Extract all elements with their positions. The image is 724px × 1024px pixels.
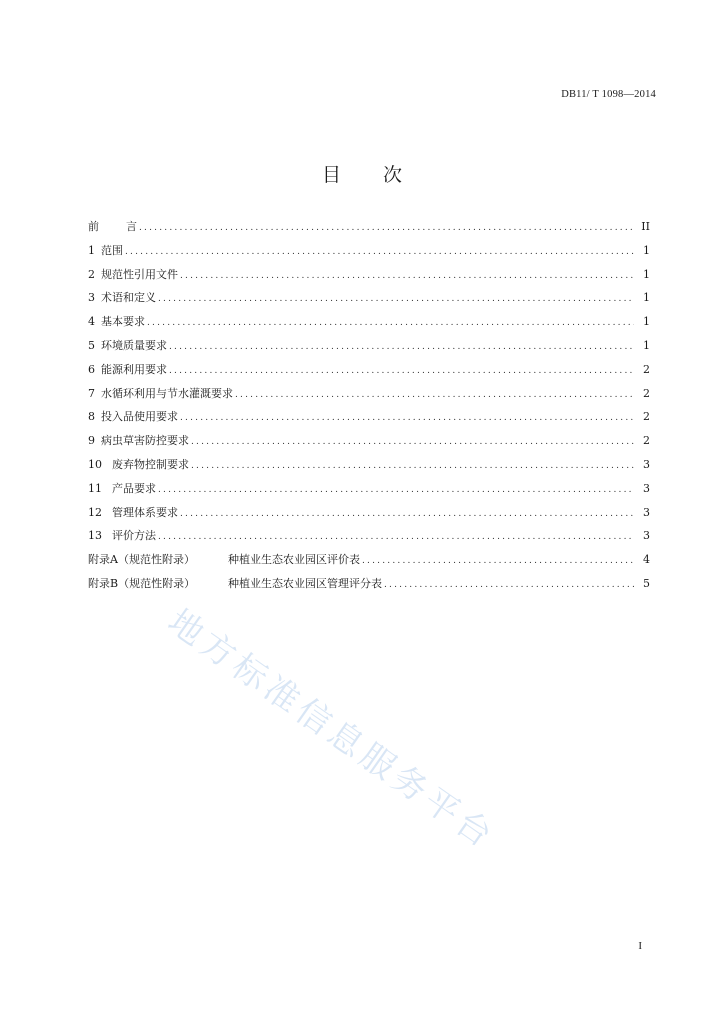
toc-leader-dots xyxy=(147,318,634,328)
toc-leader-dots xyxy=(139,223,634,233)
toc-page-number: 3 xyxy=(643,505,650,519)
toc-page-number: 2 xyxy=(643,362,650,376)
toc-entry[interactable] xyxy=(88,456,650,480)
table-of-contents xyxy=(88,218,650,599)
toc-entry[interactable] xyxy=(88,504,650,528)
toc-page-number: 1 xyxy=(643,267,650,281)
toc-entry[interactable] xyxy=(88,480,650,504)
toc-leader-dots xyxy=(235,390,634,400)
toc-leader-dots xyxy=(180,509,634,519)
toc-leader-dots xyxy=(180,413,634,423)
toc-section-label: 产品要求 xyxy=(112,481,156,495)
toc-leader-dots xyxy=(169,342,634,352)
toc-appendix-label: 种植业生态农业园区评价表 xyxy=(228,553,360,567)
toc-section-label: 能源利用要求 xyxy=(101,362,167,376)
toc-entry-foreword[interactable] xyxy=(88,218,650,242)
toc-entry[interactable] xyxy=(88,313,650,337)
toc-page-number: 3 xyxy=(643,481,650,495)
toc-entry[interactable] xyxy=(88,289,650,313)
toc-leader-dots xyxy=(158,532,634,542)
watermark: 地方标准信息服务平台 xyxy=(160,601,503,859)
toc-entry[interactable] xyxy=(88,337,650,361)
toc-section-number: 7 xyxy=(88,386,95,400)
toc-section-number: 3 xyxy=(88,291,95,305)
toc-section-number: 1 xyxy=(88,243,95,257)
toc-leader-dots xyxy=(169,366,634,376)
toc-section-number: 8 xyxy=(88,410,95,424)
toc-section-number: 12 xyxy=(88,505,102,519)
title-char-2: 次 xyxy=(383,164,403,186)
toc-section-label: 病虫草害防控要求 xyxy=(101,434,189,448)
toc-section-label: 环境质量要求 xyxy=(101,338,167,352)
toc-entry[interactable] xyxy=(88,527,650,551)
toc-page-number: 3 xyxy=(643,529,650,543)
toc-page-number: 1 xyxy=(643,291,650,305)
toc-entry[interactable] xyxy=(88,432,650,456)
toc-section-number: 10 xyxy=(88,457,102,471)
toc-section-label: 管理体系要求 xyxy=(112,505,178,519)
toc-entry-appendix-b[interactable] xyxy=(88,575,650,599)
toc-section-number: 11 xyxy=(88,481,102,495)
toc-page-number: 1 xyxy=(643,315,650,329)
toc-entry[interactable] xyxy=(88,361,650,385)
toc-appendix-tag: 附录B（规范性附录） xyxy=(88,576,196,590)
toc-entry[interactable] xyxy=(88,266,650,290)
toc-leader-dots xyxy=(191,437,634,447)
toc-page-number: 4 xyxy=(643,553,650,567)
toc-section-number: 9 xyxy=(88,434,95,448)
standard-code: DB11/ T 1098—2014 xyxy=(561,89,656,100)
toc-page-number: II xyxy=(641,220,650,233)
toc-leader-dots xyxy=(362,556,634,566)
page-title xyxy=(0,160,724,187)
footer-page-number: I xyxy=(638,940,642,952)
toc-leader-dots xyxy=(158,485,634,495)
toc-section-label: 术语和定义 xyxy=(101,291,156,305)
toc-page-number: 2 xyxy=(643,410,650,424)
toc-leader-dots xyxy=(191,461,634,471)
toc-entry[interactable] xyxy=(88,242,650,266)
toc-leader-dots xyxy=(384,580,634,590)
toc-page-number: 1 xyxy=(643,243,650,257)
toc-section-number: 13 xyxy=(88,529,102,543)
toc-section-label: 范围 xyxy=(101,243,123,257)
toc-entry[interactable] xyxy=(88,408,650,432)
toc-leader-dots xyxy=(125,247,634,257)
toc-page-number: 2 xyxy=(643,434,650,448)
toc-leader-dots xyxy=(158,294,634,304)
toc-foreword-label-b: 言 xyxy=(126,220,137,233)
toc-section-number: 6 xyxy=(88,362,95,376)
toc-foreword-label-a: 前 xyxy=(88,220,99,233)
title-char-1: 目 xyxy=(321,164,341,186)
toc-page-number: 2 xyxy=(643,386,650,400)
toc-section-label: 评价方法 xyxy=(112,529,156,543)
toc-page-number: 1 xyxy=(643,338,650,352)
toc-section-label: 投入品使用要求 xyxy=(101,410,178,424)
toc-section-label: 规范性引用文件 xyxy=(101,267,178,281)
toc-page-number: 5 xyxy=(643,576,650,590)
toc-entry-appendix-a[interactable] xyxy=(88,551,650,575)
toc-section-label: 基本要求 xyxy=(101,315,145,329)
toc-page-number: 3 xyxy=(643,457,650,471)
toc-appendix-label: 种植业生态农业园区管理评分表 xyxy=(228,576,382,590)
toc-section-number: 5 xyxy=(88,338,95,352)
toc-appendix-tag: 附录A（规范性附录） xyxy=(88,553,195,567)
toc-section-label: 废弃物控制要求 xyxy=(112,457,189,471)
toc-leader-dots xyxy=(180,271,634,281)
toc-section-label: 水循环利用与节水灌溉要求 xyxy=(101,386,233,400)
toc-section-number: 2 xyxy=(88,267,95,281)
toc-section-number: 4 xyxy=(88,315,95,329)
toc-entry[interactable] xyxy=(88,385,650,409)
